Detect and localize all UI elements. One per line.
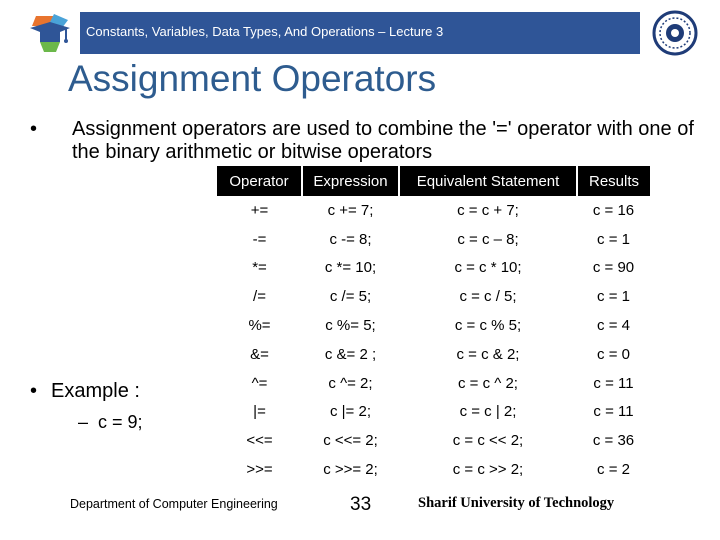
operator-cell: /= <box>217 282 302 311</box>
expression-cell: c *= 10; <box>302 254 399 283</box>
equivalent-cell: c = c * 10; <box>399 254 577 283</box>
university-seal-icon <box>652 10 698 56</box>
result-cell: c = 16 <box>577 196 650 225</box>
expression-cell: c %= 5; <box>302 311 399 340</box>
table-row <box>217 254 650 283</box>
operator-cell: -= <box>217 225 302 254</box>
table-row <box>217 455 650 484</box>
result-cell: c = 36 <box>577 426 650 455</box>
column-header-operator: Operator <box>217 166 302 196</box>
table-row <box>217 282 650 311</box>
result-cell: c = 11 <box>577 398 650 427</box>
equivalent-cell: c = c | 2; <box>399 398 577 427</box>
operator-cell: ^= <box>217 369 302 398</box>
expression-cell: c /= 5; <box>302 282 399 311</box>
equivalent-cell: c = c & 2; <box>399 340 577 369</box>
operator-cell: %= <box>217 311 302 340</box>
column-header-equivalent: Equivalent Statement <box>399 166 577 196</box>
result-cell: c = 11 <box>577 369 650 398</box>
equivalent-cell: c = c >> 2; <box>399 455 577 484</box>
equivalent-cell: c = c % 5; <box>399 311 577 340</box>
column-header-results: Results <box>577 166 650 196</box>
bullet-marker: • <box>30 380 38 402</box>
example-value: c = 9; <box>98 412 143 432</box>
expression-cell: c <<= 2; <box>302 426 399 455</box>
example-bullet <box>30 380 140 403</box>
bullet-marker: • <box>30 118 38 140</box>
expression-cell: c |= 2; <box>302 398 399 427</box>
operators-table <box>217 166 650 484</box>
result-cell: c = 2 <box>577 455 650 484</box>
table-row <box>217 398 650 427</box>
equivalent-cell: c = c + 7; <box>399 196 577 225</box>
operator-cell: &= <box>217 340 302 369</box>
table-row <box>217 340 650 369</box>
expression-cell: c -= 8; <box>302 225 399 254</box>
slide-title: Assignment Operators <box>68 58 437 99</box>
table-row <box>217 225 650 254</box>
equivalent-cell: c = c ^ 2; <box>399 369 577 398</box>
operator-cell: *= <box>217 254 302 283</box>
equivalent-cell: c = c << 2; <box>399 426 577 455</box>
example-sub-bullet <box>78 412 143 433</box>
sub-bullet-marker: – <box>78 412 89 432</box>
result-cell: c = 0 <box>577 340 650 369</box>
table-row <box>217 426 650 455</box>
table-row <box>217 311 650 340</box>
column-header-expression: Expression <box>302 166 399 196</box>
footer-department: Department of Computer Engineering <box>70 497 278 511</box>
bullet-text: Assignment operators are used to combine the '=' operator with one of the binary arithmetic or bitwise operators <box>72 118 694 163</box>
result-cell: c = 90 <box>577 254 650 283</box>
result-cell: c = 1 <box>577 225 650 254</box>
operator-cell: <<= <box>217 426 302 455</box>
course-title: Constants, Variables, Data Types, And Operations – Lecture 3 <box>86 24 444 39</box>
course-title-bar <box>80 12 640 54</box>
table-row <box>217 369 650 398</box>
operator-cell: += <box>217 196 302 225</box>
example-label: Example : <box>51 380 140 402</box>
page-number: 33 <box>350 494 372 515</box>
expression-cell: c ^= 2; <box>302 369 399 398</box>
expression-cell: c &= 2 ; <box>302 340 399 369</box>
table-row <box>217 196 650 225</box>
expression-cell: c += 7; <box>302 196 399 225</box>
result-cell: c = 1 <box>577 282 650 311</box>
footer-university: Sharif University of Technology <box>418 495 615 511</box>
operator-cell: |= <box>217 398 302 427</box>
equivalent-cell: c = c – 8; <box>399 225 577 254</box>
graduation-cap-icon <box>26 12 72 56</box>
operator-cell: >>= <box>217 455 302 484</box>
result-cell: c = 4 <box>577 311 650 340</box>
table-header-row <box>217 166 650 196</box>
expression-cell: c >>= 2; <box>302 455 399 484</box>
slide-header <box>0 0 720 62</box>
equivalent-cell: c = c / 5; <box>399 282 577 311</box>
